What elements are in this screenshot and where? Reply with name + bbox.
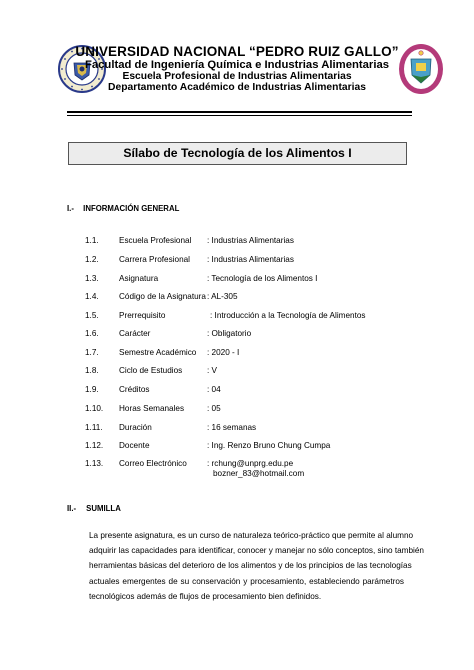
info-row-number: 1.1. xyxy=(85,236,99,245)
summary-line: herramientas básicas del deterioro de los alimentos y de los principios de las tecnologías xyxy=(89,561,412,571)
info-row-value: : V xyxy=(207,366,218,375)
info-row-number: 1.7. xyxy=(85,348,99,357)
info-row xyxy=(0,441,474,452)
info-row-value: : 04 xyxy=(207,385,221,394)
info-row-label: Prerrequisito xyxy=(119,311,166,320)
school-name: Escuela Profesional de Industrias Alimentarias xyxy=(122,71,352,82)
info-row xyxy=(0,236,474,247)
section-heading-general-info xyxy=(67,204,179,213)
info-row-number: 1.8. xyxy=(85,366,99,375)
info-row xyxy=(0,292,474,303)
info-row xyxy=(0,329,474,340)
info-row-value: : 16 semanas xyxy=(207,423,257,432)
info-row-label: Docente xyxy=(119,441,150,450)
info-row-value: : Introducción a la Tecnología de Alimentos xyxy=(210,311,366,320)
info-row-value: : rchung@unprg.edu.pe xyxy=(207,459,294,468)
info-row-value: : AL-305 xyxy=(207,292,238,301)
info-row-label: Duración xyxy=(119,423,152,432)
info-row xyxy=(0,255,474,266)
info-row-value: : Ing. Renzo Bruno Chung Cumpa xyxy=(207,441,331,450)
info-row xyxy=(0,311,474,322)
info-row-number: 1.10. xyxy=(85,404,104,413)
info-row-label: Ciclo de Estudios xyxy=(119,366,183,375)
section-number: II.- xyxy=(67,504,77,513)
info-row-label: Correo Electrónico xyxy=(119,459,187,468)
department-name: Departamento Académico de Industrias Alimentarias xyxy=(108,82,366,93)
summary-line: La presente asignatura, es un curso de naturaleza teórico-práctico que permite al alumno xyxy=(89,531,414,540)
syllabus-title-box xyxy=(68,142,407,165)
info-row-number: 1.5. xyxy=(85,311,99,320)
info-row-number: 1.9. xyxy=(85,385,99,394)
info-row-value: : Industrias Alimentarias xyxy=(207,236,294,245)
section-number: I.- xyxy=(67,204,74,213)
syllabus-title: Sílabo de Tecnología de los Alimentos I xyxy=(123,146,352,160)
info-row-value: : Tecnología de los Alimentos I xyxy=(207,274,318,283)
section-title: SUMILLA xyxy=(86,504,121,513)
info-row-label: Asignatura xyxy=(119,274,159,283)
info-row-number: 1.4. xyxy=(85,292,99,301)
info-row-number: 1.6. xyxy=(85,329,99,338)
info-row-value: : Obligatorio xyxy=(207,329,252,338)
info-row-number: 1.2. xyxy=(85,255,99,264)
info-row-label: Carrera Profesional xyxy=(119,255,190,264)
info-row-number: 1.11. xyxy=(85,423,103,432)
info-row-label: Escuela Profesional xyxy=(119,236,192,245)
faculty-name: Facultad de Ingeniería Química e Industrias Alimentarias xyxy=(84,59,390,71)
info-row-label: Código de la Asignatura xyxy=(119,292,206,301)
info-row-number: 1.12. xyxy=(85,441,104,450)
info-row xyxy=(0,274,474,285)
summary-line: tecnológicos además de flujos de procesamiento bien definidos. xyxy=(89,591,322,601)
info-row xyxy=(0,348,474,359)
summary-line: actuales emergentes de su conservación y procesamiento, estableciendo parámetros xyxy=(89,576,404,586)
header-divider-thin xyxy=(67,115,412,116)
summary-paragraph xyxy=(89,528,424,604)
info-row-label: Horas Semanales xyxy=(119,404,185,413)
info-row-continuation xyxy=(0,469,474,480)
info-row-value: : Industrias Alimentarias xyxy=(207,255,294,264)
info-row-value: : 2020 - I xyxy=(207,348,240,357)
info-row xyxy=(0,423,474,434)
info-row-label: Carácter xyxy=(119,329,151,338)
summary-line: adquirir las capacidades para identificar, conocer y manejar no sólo conceptos, sino también xyxy=(89,546,424,556)
header-divider xyxy=(67,111,412,113)
info-row xyxy=(0,385,474,396)
info-row-value-secondary: bozner_83@hotmail.com xyxy=(213,469,305,478)
section-title: INFORMACIÓN GENERAL xyxy=(83,204,180,213)
section-heading-summary xyxy=(67,504,121,513)
university-name: UNIVERSIDAD NACIONAL “PEDRO RUIZ GALLO” xyxy=(75,44,399,59)
info-row-value: : 05 xyxy=(207,404,221,413)
info-row-label: Créditos xyxy=(119,385,150,394)
info-row-number: 1.13. xyxy=(85,459,104,468)
info-row xyxy=(0,366,474,377)
info-row xyxy=(0,404,474,415)
info-row-label: Semestre Académico xyxy=(119,348,197,357)
info-row-number: 1.3. xyxy=(85,274,99,283)
